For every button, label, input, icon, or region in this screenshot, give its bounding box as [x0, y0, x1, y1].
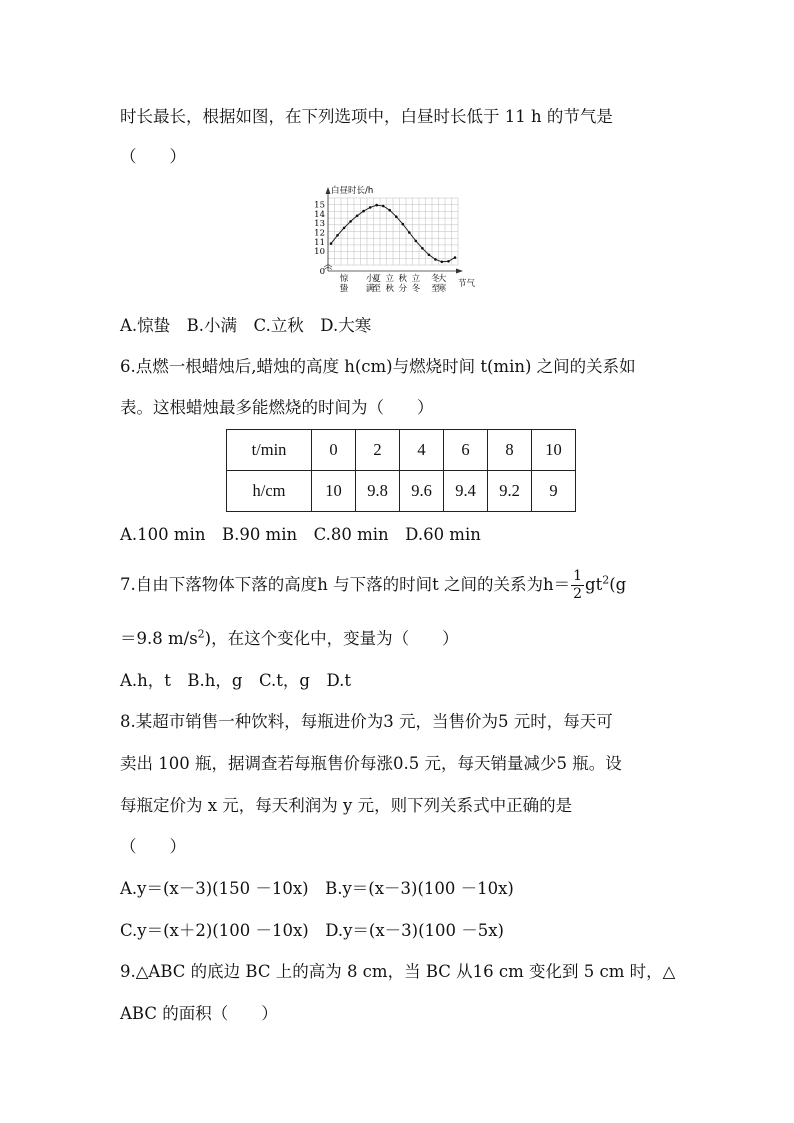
- data-point: [402, 223, 405, 226]
- q7-superscript: 2: [197, 627, 205, 641]
- q9-line-2: ABC 的面积（ ）: [120, 1004, 278, 1023]
- q6-options: A.100 min B.90 min C.80 min D.60 min: [120, 525, 481, 544]
- q8-answer-paren: （ ）: [120, 837, 186, 856]
- x-tick-label: 夏: [372, 274, 381, 284]
- data-point: [343, 227, 346, 230]
- q5-stem: 时长最长，根据如图，在下列选项中，白昼时长低于 11 h 的节气是: [120, 107, 613, 126]
- table-cell: 10: [532, 430, 576, 471]
- data-point: [395, 215, 398, 218]
- x-tick-label: 至: [431, 284, 440, 293]
- q7-line-1-end: (g: [609, 575, 627, 594]
- data-point: [362, 210, 365, 213]
- data-point: [330, 242, 333, 245]
- x-tick-label: 立: [385, 274, 394, 284]
- x-axis-label: 节气: [458, 279, 476, 289]
- x-ticks: [340, 273, 447, 293]
- data-point: [428, 254, 431, 257]
- x-axis-arrow: [456, 269, 463, 274]
- fraction-one-half: [571, 568, 584, 603]
- table-cell: 9: [532, 471, 576, 512]
- x-tick-label: 至: [372, 284, 381, 293]
- table-row: [227, 471, 576, 512]
- x-tick-label: 冬: [431, 274, 440, 284]
- data-point: [454, 256, 457, 259]
- x-tick-label: 分: [398, 284, 408, 293]
- table-row: [227, 430, 576, 471]
- data-point: [415, 240, 418, 243]
- table-cell: 6: [444, 430, 488, 471]
- q8-options-cd: C.y＝(x＋2)(100 －10x) D.y＝(x－3)(100 －5x): [120, 921, 504, 940]
- x-tick-label: 满: [365, 284, 375, 293]
- x-tick-label: 秋: [398, 274, 408, 284]
- x-tick-label: 冬: [411, 284, 421, 293]
- data-point: [369, 206, 372, 209]
- y-tick-label: 15: [314, 200, 325, 211]
- x-tick-label: 蛰: [339, 284, 349, 293]
- q7-line-2-text: ＝9.8 m/s: [120, 629, 198, 648]
- x-tick-label: 小: [365, 274, 375, 284]
- x-tick-label: 秋: [385, 284, 394, 293]
- data-point: [375, 204, 378, 207]
- data-point: [408, 231, 411, 234]
- q8-options-ab: A.y＝(x－3)(150 －10x) B.y＝(x－3)(100 －10x): [120, 879, 514, 898]
- table-cell: 4: [400, 430, 444, 471]
- q7-line-2-end: )，在这个变化中，变量为（ ）: [204, 629, 459, 648]
- table-cell: h/cm: [227, 471, 312, 512]
- data-point: [349, 220, 352, 223]
- y-tick-label: 10: [314, 247, 325, 258]
- table-cell: 8: [488, 430, 532, 471]
- q8-line-2: 卖出 100 瓶，据调查若每瓶售价每涨0.5 元，每天销量减少5 瓶。设: [120, 754, 622, 773]
- data-point: [382, 205, 385, 208]
- y-tick-label: 11: [314, 237, 325, 248]
- y-tick-label: 0: [319, 267, 325, 277]
- x-tick-label: 立: [411, 274, 421, 284]
- daylight-chart: [300, 183, 490, 293]
- data-point: [441, 261, 444, 264]
- data-point: [447, 260, 450, 263]
- q6-line-1: 6.点燃一根蜡烛后,蜡烛的高度 h(cm)与燃烧时间 t(min) 之间的关系如: [120, 357, 636, 376]
- q9-line-1: 9.△ABC 的底边 BC 上的高为 8 cm，当 BC 从16 cm 变化到 5 cm 时，△: [120, 962, 676, 981]
- data-point: [336, 234, 339, 237]
- q6-line-2: 表。这根蜡烛最多能燃烧的时间为（ ）: [120, 398, 434, 417]
- table-cell: 2: [356, 430, 400, 471]
- table-cell: 10: [312, 471, 356, 512]
- fraction-numerator: 1: [573, 568, 583, 584]
- table-cell: 9.8: [356, 471, 400, 512]
- q5-options: A.惊蛰 B.小满 C.立秋 D.大寒: [120, 316, 372, 335]
- q8-line-1: 8.某超市销售一种饮料，每瓶进价为3 元，当售价为5 元时，每天可: [120, 712, 613, 731]
- table-cell: 0: [312, 430, 356, 471]
- q7-superscript: 2: [602, 573, 610, 587]
- q7-line-1: [120, 568, 626, 603]
- q7-line-2: [120, 628, 459, 650]
- q7-gt: gt: [585, 575, 603, 594]
- q5-answer-paren: （ ）: [120, 147, 186, 166]
- y-axis-arrow: [326, 187, 331, 194]
- q8-line-3: 每瓶定价为 x 元，每天利润为 y 元，则下列关系式中正确的是: [120, 796, 573, 815]
- y-tick-label: 14: [314, 209, 325, 220]
- table-cell: 9.2: [488, 471, 532, 512]
- table-cell: t/min: [227, 430, 312, 471]
- data-point: [421, 247, 424, 250]
- q7-line-1-text: 7.自由下落物体下落的高度h 与下落的时间t 之间的关系为h＝: [120, 575, 571, 594]
- y-tick-label: 13: [314, 219, 325, 230]
- q7-options: A.h，t B.h，g C.t，g D.t: [120, 671, 351, 690]
- data-point: [434, 258, 437, 261]
- x-tick-label: 寒: [437, 284, 447, 293]
- y-ticks: [314, 201, 332, 277]
- data-point: [356, 215, 359, 218]
- data-point: [388, 209, 391, 212]
- table-cell: 9.6: [400, 471, 444, 512]
- candle-table: [226, 429, 576, 512]
- y-tick-label: 12: [314, 228, 325, 239]
- x-tick-label: 大: [437, 274, 447, 284]
- chart-grid: [328, 198, 458, 265]
- x-tick-label: 惊: [339, 274, 349, 284]
- fraction-denominator: 2: [573, 586, 583, 602]
- table-cell: 9.4: [444, 471, 488, 512]
- y-axis-label: 白昼时长/h: [331, 186, 374, 196]
